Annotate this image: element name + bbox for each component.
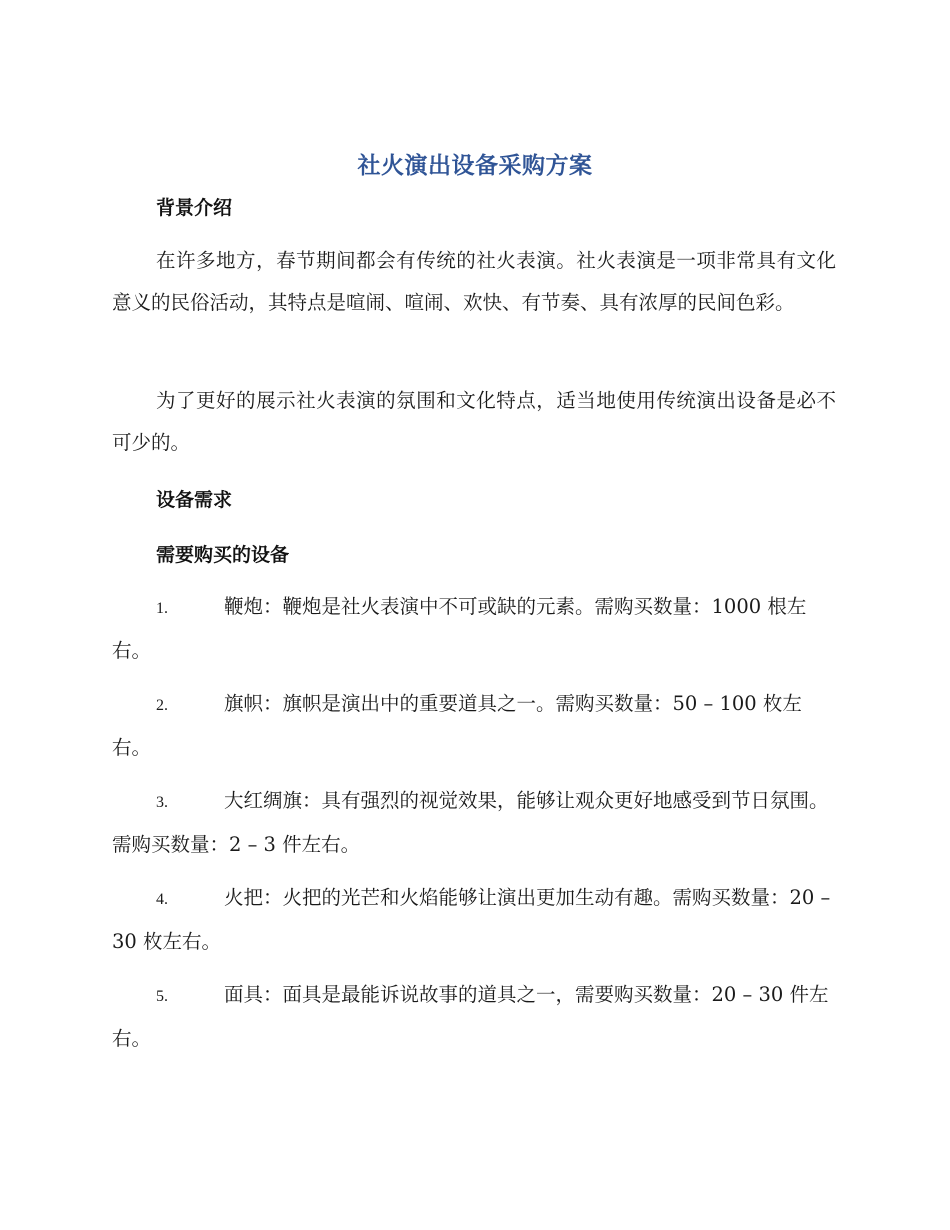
subheading-equipment-list: 需要购买的设备 <box>156 544 290 566</box>
list-item-text: 旗帜：旗帜是演出中的重要道具之一。需购买数量：50 – 100 枚左右。 <box>112 692 802 759</box>
list-item-text: 面具：面具是最能诉说故事的道具之一，需要购买数量：20 – 30 件左右。 <box>112 983 829 1050</box>
document-title: 社火演出设备采购方案 <box>357 153 593 179</box>
list-item-number: 4. <box>156 891 168 908</box>
list-item-text: 大红绸旗：具有强烈的视觉效果，能够让观众更好地感受到节日氛围。需购买数量：2 – 3 件左右。 <box>112 789 829 856</box>
list-item <box>112 974 836 1060</box>
list-item-text: 火把：火把的光芒和火焰能够让演出更加生动有趣。需购买数量：20 – 30 枚左右。 <box>112 886 831 953</box>
section-heading-requirements: 设备需求 <box>156 489 233 511</box>
background-paragraph-1: 在许多地方，春节期间都会有传统的社火表演。社火表演是一项非常具有文化意义的民俗活动，其特点是喧闹、喧闹、欢快、有节奏、具有浓厚的民间色彩。 <box>112 249 836 314</box>
list-item <box>112 780 836 866</box>
list-item <box>112 586 836 672</box>
list-item-text: 鞭炮：鞭炮是社火表演中不可或缺的元素。需购买数量：1000 根左右。 <box>112 595 807 662</box>
list-item-number: 2. <box>156 697 168 714</box>
section-heading-background: 背景介绍 <box>156 197 233 219</box>
list-item-number: 5. <box>156 988 168 1005</box>
list-item <box>112 877 836 963</box>
background-paragraph-2: 为了更好的展示社火表演的氛围和文化特点，适当地使用传统演出设备是必不可少的。 <box>112 389 836 454</box>
list-item-number: 3. <box>156 794 168 811</box>
list-item <box>112 683 836 769</box>
list-item-number: 1. <box>156 600 168 617</box>
